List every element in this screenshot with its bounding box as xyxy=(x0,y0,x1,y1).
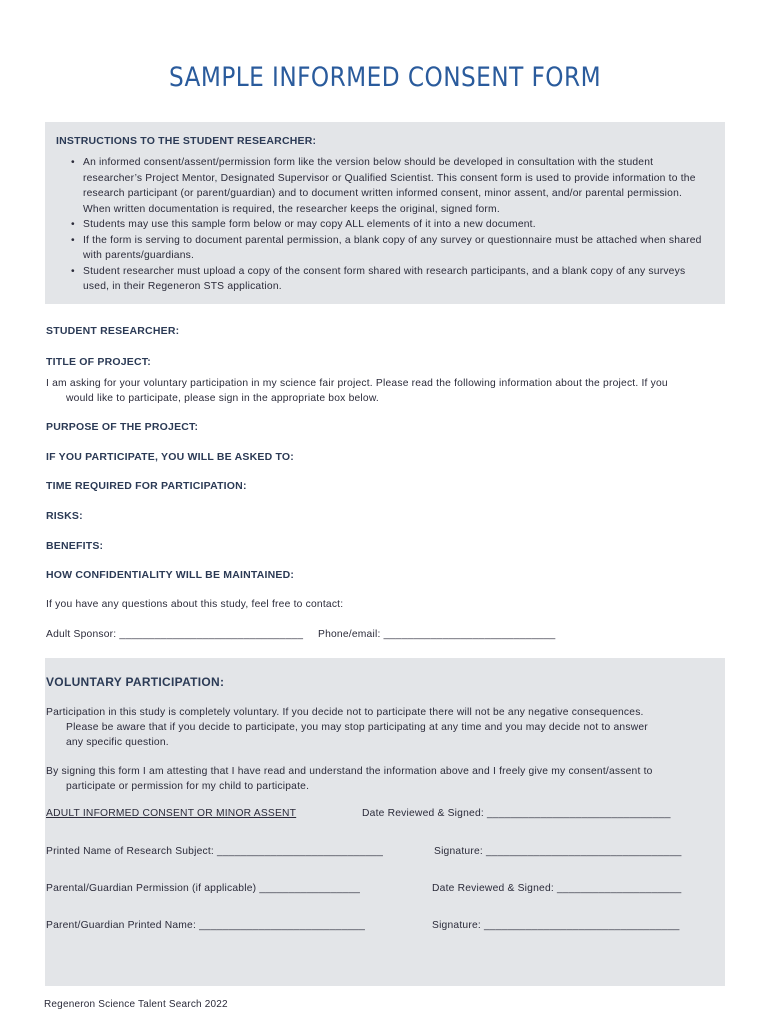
guardian-signature-field[interactable]: Signature: _________________________________ xyxy=(432,920,680,931)
voluntary-line: Participation in this study is completely voluntary. If you decide not to participate there will not be any negative consequences. xyxy=(46,707,644,718)
instructions-list xyxy=(71,155,711,295)
risks-label: RISKS: xyxy=(46,510,83,522)
instructions-box xyxy=(45,122,725,304)
student-researcher-label: STUDENT RESEARCHER: xyxy=(46,325,180,337)
intro-line: I am asking for your voluntary participation in my science fair project. Please read the following information about the project. If you xyxy=(46,378,668,389)
intro-paragraph xyxy=(46,376,726,406)
adult-consent-heading: ADULT INFORMED CONSENT OR MINOR ASSENT xyxy=(46,808,297,819)
page-title: SAMPLE INFORMED CONSENT FORM xyxy=(168,62,602,93)
instruction-item: • If the form is serving to document parental permission, a blank copy of any survey or questionnaire must be attached when shared with parents/guardians. xyxy=(71,233,711,264)
instruction-item: • Students may use this sample form below or may copy ALL elements of it into a new document. xyxy=(71,217,711,233)
voluntary-line: any specific question. xyxy=(66,737,169,748)
title-of-project-label: TITLE OF PROJECT: xyxy=(46,356,151,368)
page-footer: Regeneron Science Talent Search 2022 xyxy=(44,999,228,1010)
guardian-date-signed-field[interactable]: Date Reviewed & Signed: _____________________ xyxy=(432,883,682,894)
voluntary-line: By signing this form I am attesting that I have read and understand the information above and I freely give my consent/assent to xyxy=(46,766,653,777)
instruction-item: • Student researcher must upload a copy of the consent form shared with research participants, and a blank copy of any surveys used, in their Regeneron STS application. xyxy=(71,264,711,295)
intro-line: would like to participate, please sign in the appropriate box below. xyxy=(66,393,379,404)
adult-sponsor-field[interactable]: Adult Sponsor: _______________________________ xyxy=(46,629,304,640)
questions-text: If you have any questions about this study, feel free to contact: xyxy=(46,599,344,610)
guardian-permission-field[interactable]: Parental/Guardian Permission (if applicable) _________________ xyxy=(46,883,361,894)
voluntary-paragraph-1 xyxy=(46,705,726,750)
benefits-label: BENEFITS: xyxy=(46,540,104,552)
voluntary-heading: VOLUNTARY PARTICIPATION: xyxy=(46,675,225,689)
asked-to-label: IF YOU PARTICIPATE, YOU WILL BE ASKED TO: xyxy=(46,451,294,463)
time-required-label: TIME REQUIRED FOR PARTICIPATION: xyxy=(46,480,247,492)
phone-email-field[interactable]: Phone/email: _____________________________ xyxy=(318,629,556,640)
confidentiality-label: HOW CONFIDENTIALITY WILL BE MAINTAINED: xyxy=(46,569,295,581)
voluntary-line: Please be aware that if you decide to participate, you may stop participating at any time and you may decide not to answer xyxy=(66,722,648,733)
guardian-name-field[interactable]: Parent/Guardian Printed Name: ____________________________ xyxy=(46,920,366,931)
instruction-item: • An informed consent/assent/permission form like the version below should be developed in consultation with the student researcher’s Project Mentor, Designated Supervisor or Qualified Scientist. This consent form is used to provide information to the research participant (or parent/guardian) and to document written informed consent, minor assent, and/or parental permission. When written documentation is required, the researcher keeps the original, signed form. xyxy=(71,155,711,217)
purpose-label: PURPOSE OF THE PROJECT: xyxy=(46,421,199,433)
voluntary-paragraph-2 xyxy=(46,764,726,794)
instructions-heading: INSTRUCTIONS TO THE STUDENT RESEARCHER: xyxy=(56,135,317,147)
signature-field[interactable]: Signature: _________________________________ xyxy=(434,846,682,857)
printed-name-field[interactable]: Printed Name of Research Subject: ____________________________ xyxy=(46,846,384,857)
date-signed-field[interactable]: Date Reviewed & Signed: _______________________________ xyxy=(362,808,671,819)
voluntary-line: participate or permission for my child to participate. xyxy=(66,781,310,792)
